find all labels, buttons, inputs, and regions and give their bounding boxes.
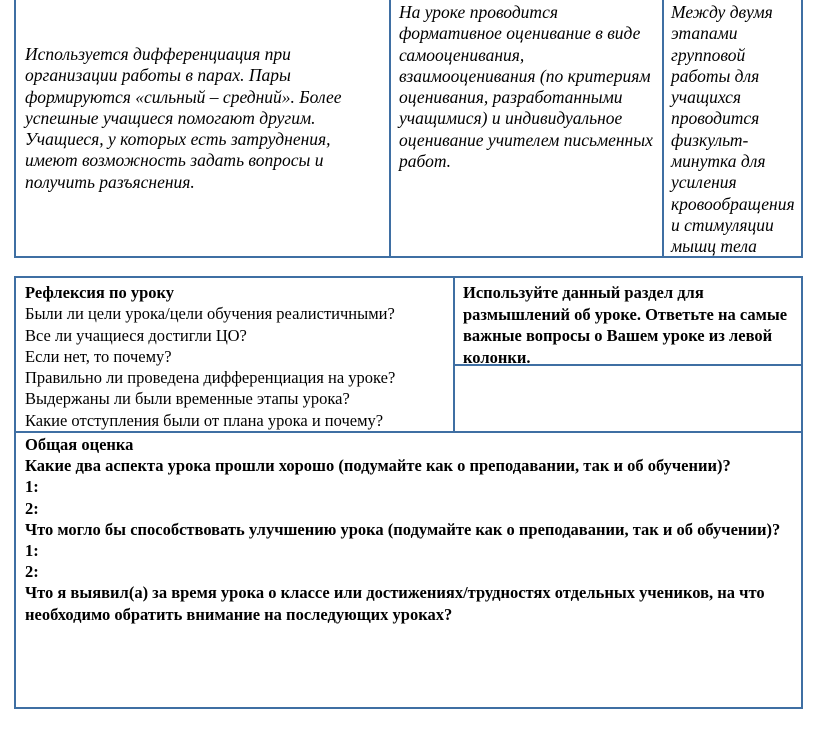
answer-item: 1: (25, 541, 39, 561)
assessment-cell: На уроке проводится формативное оценивание в виде самооценивания, взаимооценивания (по критериям оценивания, разработанными учащимися) и индивидуальное оценивание учителем письменных работ. (389, 0, 662, 256)
reflection-question: Какие отступления были от плана урока и почему? (25, 410, 384, 430)
summary-question-2: Что могло бы способствовать улучшению урока (подумайте как о преподавании, так и об обучении)? (25, 519, 781, 539)
strategy-table (14, 0, 803, 258)
answer-item: 1: (25, 477, 39, 497)
reflection-cell (16, 278, 453, 431)
instruction-cell: Используйте данный раздел для размышлений об уроке. Ответьте на самые важные вопросы о Вашем уроке из левой колонки. (453, 278, 801, 366)
reflection-question: Все ли учащиеся достигли ЦО? (25, 325, 247, 345)
summary-title: Общая оценка (25, 435, 134, 454)
reflection-title: Рефлексия по уроку (25, 283, 175, 302)
reflection-question: Выдержаны ли были временные этапы урока? (25, 389, 350, 409)
summary-question-1: Какие два аспекта урока прошли хорошо (подумайте как о преподавании, так и об обучении)? (25, 456, 731, 476)
health-safety-cell: Между двумя этапами групповой работы для учащихся проводится физкульт-минутка для усиления кровообращения и стимуляции мышц тела (662, 0, 801, 256)
reflection-question: Правильно ли проведена дифференциация на уроке? (25, 368, 396, 388)
answer-item: 2: (25, 498, 39, 518)
answer-item: 2: (25, 562, 39, 582)
reflection-question: Были ли цели урока/цели обучения реалистичными? (25, 304, 395, 324)
reflection-answer-cell[interactable] (453, 366, 801, 431)
differentiation-cell: Используется дифференциация при организации работы в парах. Пары формируются «сильный – средний». Более успешные учащиеся помогают другим. Учащиеся, у которых есть затруднения, имеют возможность задать вопросы и получить разъяснения. (25, 44, 342, 192)
reflection-question: Если нет, то почему? (25, 346, 172, 366)
summary-question-3: Что я выявил(а) за время урока о классе или достижениях/трудностях отдельных учеников, на что необходимо обратить внимание на последующих уроках? (25, 583, 765, 624)
reflection-table (14, 276, 803, 709)
summary-cell[interactable] (16, 431, 801, 707)
